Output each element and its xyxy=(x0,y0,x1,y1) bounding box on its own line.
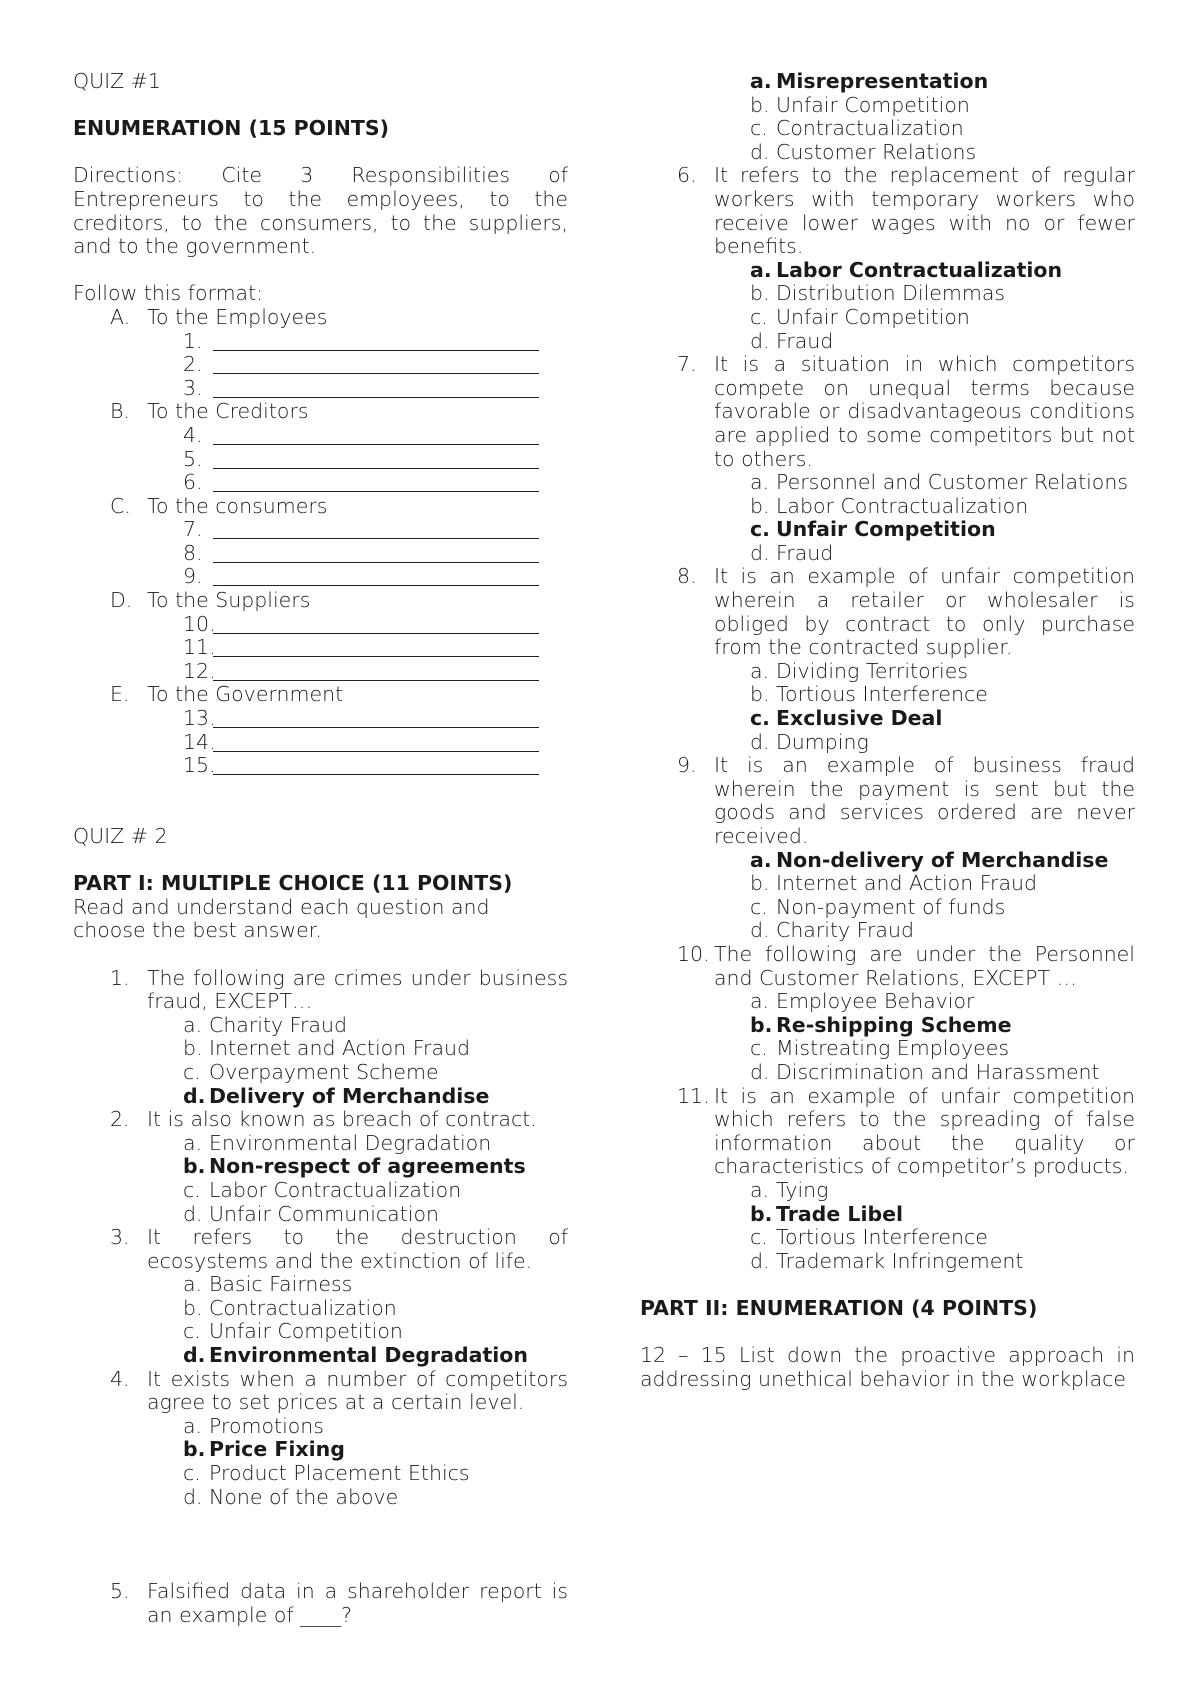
answer-option[interactable] xyxy=(73,1132,568,1156)
answer-blank[interactable] xyxy=(73,542,568,566)
option-text: Trademark Infringement xyxy=(776,1248,1024,1273)
option-text: Dumping xyxy=(776,729,869,754)
answer-blank[interactable] xyxy=(73,518,568,542)
answer-option[interactable] xyxy=(640,471,1135,495)
option-letter: a. xyxy=(183,1130,203,1155)
option-letter: b. xyxy=(750,871,770,896)
blank-number: 5. xyxy=(183,446,203,471)
blank-line[interactable] xyxy=(213,660,539,681)
section-consumers xyxy=(73,495,568,519)
question-text: It exists when a number of competitors agree to set prices at a certain level. xyxy=(147,1366,568,1415)
blank-number: 3. xyxy=(183,375,203,400)
blank-number: 4. xyxy=(183,422,203,447)
option-letter: d. xyxy=(750,918,770,943)
correct-option[interactable] xyxy=(640,259,1135,283)
option-text: Environmental Degradation xyxy=(209,1343,528,1368)
answer-blank[interactable] xyxy=(73,471,568,495)
question xyxy=(640,353,1135,471)
option-text: Customer Relations xyxy=(776,139,977,164)
option-letter: c. xyxy=(183,1059,201,1084)
question-number: 11. xyxy=(677,1083,710,1108)
answer-blank[interactable] xyxy=(73,613,568,637)
question-number: 1. xyxy=(110,965,130,990)
answer-option[interactable] xyxy=(640,731,1135,755)
option-text: Charity Fraud xyxy=(209,1012,347,1037)
blank-number: 1. xyxy=(183,328,203,353)
blank-number: 2. xyxy=(183,352,203,377)
option-text: Discrimination and Harassment xyxy=(776,1059,1100,1084)
answer-option[interactable] xyxy=(640,1250,1135,1274)
option-letter: c. xyxy=(183,1319,201,1344)
option-text: Mistreating Employees xyxy=(776,1036,1010,1061)
blank-line[interactable] xyxy=(213,518,539,539)
option-letter: a. xyxy=(750,470,770,495)
answer-blank[interactable] xyxy=(73,707,568,731)
option-letter: b. xyxy=(183,1154,206,1179)
option-letter: b. xyxy=(183,1036,203,1061)
option-text: Non-delivery of Merchandise xyxy=(776,847,1109,872)
question-text: The following are crimes under business fraud, EXCEPT… xyxy=(147,965,568,1014)
answer-option[interactable] xyxy=(73,1179,568,1203)
option-text: Tying xyxy=(776,1177,829,1202)
answer-option[interactable] xyxy=(640,495,1135,519)
option-letter: b. xyxy=(750,493,770,518)
option-letter: a. xyxy=(750,989,770,1014)
option-text: Delivery of Merchandise xyxy=(209,1083,490,1108)
answer-blank[interactable] xyxy=(73,754,568,778)
option-letter: d. xyxy=(183,1343,206,1368)
part2-text: 12 – 15 List down the proactive approach in addressing unethical behavior in the workplace xyxy=(640,1343,1135,1391)
answer-option[interactable] xyxy=(640,683,1135,707)
question xyxy=(640,1085,1135,1179)
option-text: Labor Contractualization xyxy=(776,493,1029,518)
section-label: To the Suppliers xyxy=(147,588,311,613)
question-number: 2. xyxy=(110,1107,130,1132)
answer-option[interactable] xyxy=(73,1273,568,1297)
option-letter: c. xyxy=(750,517,770,542)
question-number: 8. xyxy=(677,564,697,589)
question xyxy=(640,164,1135,258)
option-letter: c. xyxy=(750,1036,768,1061)
option-text: Tortious Interference xyxy=(776,1225,988,1250)
option-letter: d. xyxy=(750,1059,770,1084)
option-text: None of the above xyxy=(209,1484,399,1509)
section-employees xyxy=(73,306,568,330)
section-suppliers xyxy=(73,589,568,613)
blank-line[interactable] xyxy=(213,448,539,469)
answer-option[interactable] xyxy=(640,306,1135,330)
option-letter: d. xyxy=(750,328,770,353)
option-letter: b. xyxy=(750,92,770,117)
right-column xyxy=(640,70,1135,1391)
correct-option[interactable] xyxy=(640,1203,1135,1227)
answer-option[interactable] xyxy=(640,660,1135,684)
option-text: Unfair Competition xyxy=(776,304,970,329)
blank-number: 15. xyxy=(183,753,216,778)
answer-blank[interactable] xyxy=(73,377,568,401)
answer-blank[interactable] xyxy=(73,731,568,755)
option-text: Unfair Communication xyxy=(209,1201,439,1226)
section-label: To the consumers xyxy=(147,493,328,518)
option-text: Tortious Interference xyxy=(776,682,988,707)
blank-number: 7. xyxy=(183,517,203,542)
answer-option[interactable] xyxy=(640,896,1135,920)
correct-option[interactable] xyxy=(73,1344,568,1368)
format-label: Follow this format: xyxy=(73,281,264,306)
quiz1-directions: Directions: Cite 3 Responsibilities of Entrepreneurs to the employees, to the creditors, to the consumers, to the suppliers, and to the government. xyxy=(73,163,568,259)
option-text: Trade Libel xyxy=(776,1201,904,1226)
option-letter: c. xyxy=(750,1225,768,1250)
answer-blank[interactable] xyxy=(73,565,568,589)
option-text: Labor Contractualization xyxy=(776,257,1063,282)
option-letter: a. xyxy=(183,1413,203,1438)
question-text: It is an example of unfair competition which refers to the spreading of false information about the quality or characteristics of competitor’s products. xyxy=(714,1083,1135,1179)
answer-option[interactable] xyxy=(73,1415,568,1439)
correct-option[interactable] xyxy=(73,1085,568,1109)
question-number: 5. xyxy=(110,1579,130,1603)
blank-number: 8. xyxy=(183,540,203,565)
answer-option[interactable] xyxy=(640,1061,1135,1085)
answer-option[interactable] xyxy=(73,1203,568,1227)
option-text: Fraud xyxy=(776,328,834,353)
answer-option[interactable] xyxy=(640,919,1135,943)
questions-left xyxy=(73,967,568,1628)
part2-heading: PART II: ENUMERATION (4 POINTS) xyxy=(640,1295,1038,1320)
blank-line[interactable] xyxy=(213,613,539,634)
question-text: It is an example of business fraud wherein the payment is sent but the goods and services ordered are never received. xyxy=(714,753,1135,848)
option-text: Internet and Action Fraud xyxy=(209,1036,471,1061)
option-letter: d. xyxy=(750,139,770,164)
option-letter: a. xyxy=(750,847,772,872)
blank-line[interactable] xyxy=(213,353,539,374)
question-number: 9. xyxy=(677,753,697,778)
question xyxy=(73,1108,568,1132)
option-letter: b. xyxy=(750,1012,773,1037)
option-text: Promotions xyxy=(209,1413,324,1438)
answer-blank[interactable] xyxy=(73,353,568,377)
question-text: It refers to the replacement of regular workers with temporary workers who receive lower wages with no or fewer benefits. xyxy=(714,163,1135,259)
blank-line[interactable] xyxy=(213,565,539,586)
blank-number: 10. xyxy=(183,611,216,636)
correct-option[interactable] xyxy=(640,70,1135,94)
option-text: Unfair Competition xyxy=(776,92,970,117)
quiz1-heading: ENUMERATION (15 POINTS) xyxy=(73,116,389,141)
question xyxy=(640,565,1135,659)
correct-option[interactable] xyxy=(640,518,1135,542)
question-text: It is a situation in which competitors compete on unequal terms because favorable or disadvantageous conditions are applied to some competitors but not to others. xyxy=(714,352,1135,471)
option-letter: a. xyxy=(750,257,772,282)
blank-line[interactable] xyxy=(213,731,539,752)
question-number: 6. xyxy=(677,163,697,188)
answer-option[interactable] xyxy=(73,1462,568,1486)
blank-number: 12. xyxy=(183,658,216,683)
option-letter: c. xyxy=(750,894,768,919)
option-letter: c. xyxy=(183,1461,201,1486)
answer-option[interactable] xyxy=(640,141,1135,165)
blank-line[interactable] xyxy=(213,542,539,563)
option-text: Re-shipping Scheme xyxy=(776,1012,1012,1037)
answer-option[interactable] xyxy=(640,117,1135,141)
option-text: Environmental Degradation xyxy=(209,1130,492,1155)
blank-number: 14. xyxy=(183,729,216,754)
blank-line[interactable] xyxy=(213,377,539,398)
section-creditors xyxy=(73,400,568,424)
option-text: Exclusive Deal xyxy=(776,706,943,731)
section-letter: B. xyxy=(110,399,130,424)
answer-option[interactable] xyxy=(640,872,1135,896)
section-letter: E. xyxy=(110,682,130,707)
option-letter: b. xyxy=(183,1295,203,1320)
question xyxy=(73,1580,568,1627)
answer-blank[interactable] xyxy=(73,330,568,354)
answer-blank[interactable] xyxy=(73,636,568,660)
blank-number: 6. xyxy=(183,470,203,495)
option-text: Non-respect of agreements xyxy=(209,1154,526,1179)
answer-option[interactable] xyxy=(640,282,1135,306)
question xyxy=(73,1368,568,1415)
question-text: Falsified data in a shareholder report is an example of ____? xyxy=(147,1579,568,1627)
option-text: Non-payment of funds xyxy=(776,894,1006,919)
question-text: It is an example of unfair competition wherein a retailer or wholesaler is obliged by contract to only purchase from the contracted supplier. xyxy=(714,564,1135,660)
option-letter: b. xyxy=(183,1437,206,1462)
option-letter: b. xyxy=(750,682,770,707)
blank-number: 13. xyxy=(183,706,216,731)
quiz1-title: QUIZ #1 xyxy=(73,69,161,93)
option-letter: d. xyxy=(750,729,770,754)
option-text: Overpayment Scheme xyxy=(209,1059,439,1084)
option-letter: d. xyxy=(183,1083,206,1108)
option-text: Contractualization xyxy=(776,116,964,141)
option-letter: a. xyxy=(183,1012,203,1037)
question-number: 10. xyxy=(677,941,710,966)
option-text: Labor Contractualization xyxy=(209,1177,462,1202)
answer-option[interactable] xyxy=(640,1179,1135,1203)
blank-line[interactable] xyxy=(213,471,539,492)
option-letter: a. xyxy=(183,1272,203,1297)
option-letter: d. xyxy=(750,1248,770,1273)
blank-number: 9. xyxy=(183,564,203,589)
answer-blank[interactable] xyxy=(73,448,568,472)
blank-line[interactable] xyxy=(213,330,539,351)
answer-option[interactable] xyxy=(640,1037,1135,1061)
answer-option[interactable] xyxy=(73,1014,568,1038)
section-label: To the Employees xyxy=(147,304,328,329)
question-number: 7. xyxy=(677,352,697,377)
option-letter: c. xyxy=(750,304,768,329)
section-label: To the Government xyxy=(147,682,344,707)
answer-option[interactable] xyxy=(640,1226,1135,1250)
answer-blank[interactable] xyxy=(73,660,568,684)
option-text: Distribution Dilemmas xyxy=(776,281,1006,306)
option-text: Misrepresentation xyxy=(776,69,989,93)
correct-option[interactable] xyxy=(640,707,1135,731)
option-letter: d. xyxy=(750,540,770,565)
left-column xyxy=(73,70,568,1627)
option-letter: d. xyxy=(183,1484,203,1509)
answer-option[interactable] xyxy=(73,1061,568,1085)
question-text: The following are under the Personnel and Customer Relations, EXCEPT … xyxy=(714,941,1135,990)
quiz2-title: QUIZ # 2 xyxy=(73,824,168,848)
questions-right xyxy=(640,70,1135,1273)
answer-option[interactable] xyxy=(73,1320,568,1344)
question-text: It is also known as breach of contract. xyxy=(147,1107,537,1132)
option-text: Contractualization xyxy=(209,1295,397,1320)
answer-option[interactable] xyxy=(640,330,1135,354)
option-text: Charity Fraud xyxy=(776,918,914,943)
option-text: Employee Behavior xyxy=(776,989,975,1014)
question xyxy=(640,754,1135,848)
option-text: Product Placement Ethics xyxy=(209,1461,470,1486)
option-text: Internet and Action Fraud xyxy=(776,871,1038,896)
option-letter: b. xyxy=(750,1201,773,1226)
answer-option[interactable] xyxy=(640,94,1135,118)
option-text: Personnel and Customer Relations xyxy=(776,470,1129,495)
answer-option[interactable] xyxy=(640,990,1135,1014)
correct-option[interactable] xyxy=(73,1155,568,1179)
section-government xyxy=(73,683,568,707)
option-letter: c. xyxy=(750,706,770,731)
option-letter: a. xyxy=(750,658,770,683)
option-letter: b. xyxy=(750,281,770,306)
question xyxy=(73,967,568,1014)
option-text: Basic Fairness xyxy=(209,1272,353,1297)
option-text: Price Fixing xyxy=(209,1437,345,1462)
correct-option[interactable] xyxy=(640,849,1135,873)
option-text: Unfair Competition xyxy=(209,1319,403,1344)
option-letter: a. xyxy=(750,69,772,93)
option-letter: c. xyxy=(750,116,768,141)
question-text: It refers to the destruction of ecosystems and the extinction of life. xyxy=(147,1225,568,1273)
answer-option[interactable] xyxy=(73,1037,568,1061)
part1-heading: PART I: MULTIPLE CHOICE (11 POINTS) xyxy=(73,871,513,896)
section-label: To the Creditors xyxy=(147,399,309,424)
answer-option[interactable] xyxy=(73,1297,568,1321)
blank-line[interactable] xyxy=(213,754,539,775)
section-letter: A. xyxy=(110,304,131,329)
question-number: 3. xyxy=(110,1225,130,1250)
blank-line[interactable] xyxy=(213,636,539,657)
blank-number: 11. xyxy=(183,635,216,660)
answer-option[interactable] xyxy=(73,1486,568,1510)
option-text: Dividing Territories xyxy=(776,658,969,683)
section-letter: C. xyxy=(110,493,131,518)
answer-blank[interactable] xyxy=(73,424,568,448)
blank-line[interactable] xyxy=(213,707,539,728)
option-letter: d. xyxy=(183,1201,203,1226)
blank-line[interactable] xyxy=(213,424,539,445)
correct-option[interactable] xyxy=(73,1438,568,1462)
section-letter: D. xyxy=(110,588,133,613)
answer-option[interactable] xyxy=(640,542,1135,566)
correct-option[interactable] xyxy=(640,1014,1135,1038)
option-text: Fraud xyxy=(776,540,834,565)
question xyxy=(640,943,1135,990)
option-letter: c. xyxy=(183,1177,201,1202)
question-number: 4. xyxy=(110,1366,130,1391)
option-text: Unfair Competition xyxy=(776,517,996,542)
part1-instructions: Read and understand each question and choose the best answer. xyxy=(73,894,490,943)
question xyxy=(73,1226,568,1273)
option-letter: a. xyxy=(750,1177,770,1202)
